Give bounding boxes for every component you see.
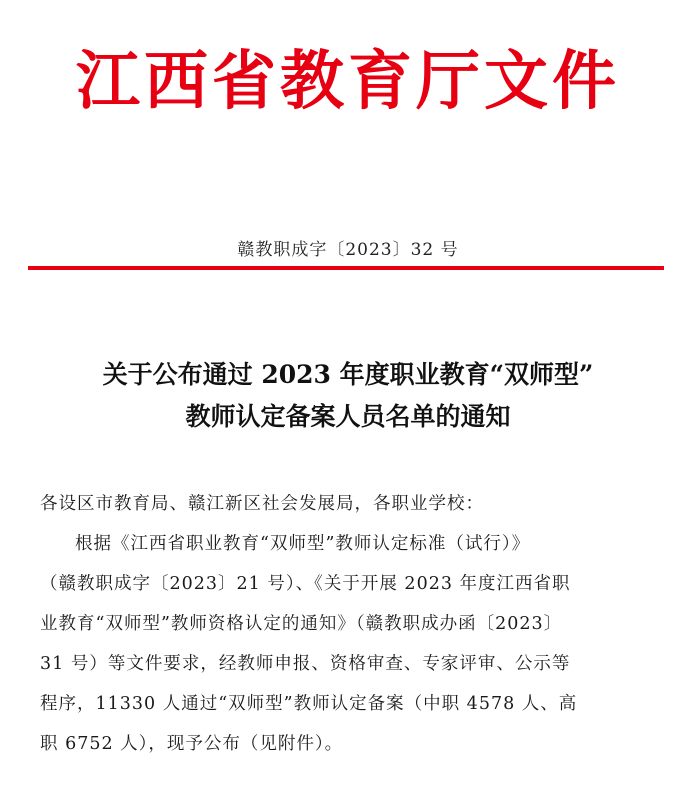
body-line-6: 职 6752 人），现予公布（见附件）。 — [40, 734, 344, 754]
red-divider-line — [28, 266, 664, 270]
body-line-1: 根据《江西省职业教育“双师型”教师认定标准（试行）》 — [75, 534, 531, 554]
body-line-3: 业教育“双师型”教师资格认定的通知》（赣教职成办函〔2023〕 — [40, 614, 563, 634]
body-line-2: （赣教职成字〔2023〕21 号）、《关于开展 2023 年度江西省职 — [40, 574, 571, 594]
masthead-title: 江西省教育厅文件 — [76, 44, 620, 119]
document-number: 赣教职成字〔2023〕32 号 — [237, 240, 459, 260]
notice-title-line-2: 教师认定备案人员名单的通知 — [185, 402, 511, 431]
notice-body — [40, 484, 668, 764]
salutation: 各设区市教育局、赣江新区社会发展局，各职业学校： — [40, 494, 484, 514]
notice-title — [0, 354, 696, 438]
notice-title-line-1: 关于公布通过 2023 年度职业教育“双师型” — [102, 360, 594, 389]
body-line-4: 31 号）等文件要求，经教师申报、资格审查、专家评审、公示等 — [40, 654, 571, 674]
body-line-5: 程序，11330 人通过“双师型”教师认定备案（中职 4578 人、高 — [40, 694, 578, 714]
